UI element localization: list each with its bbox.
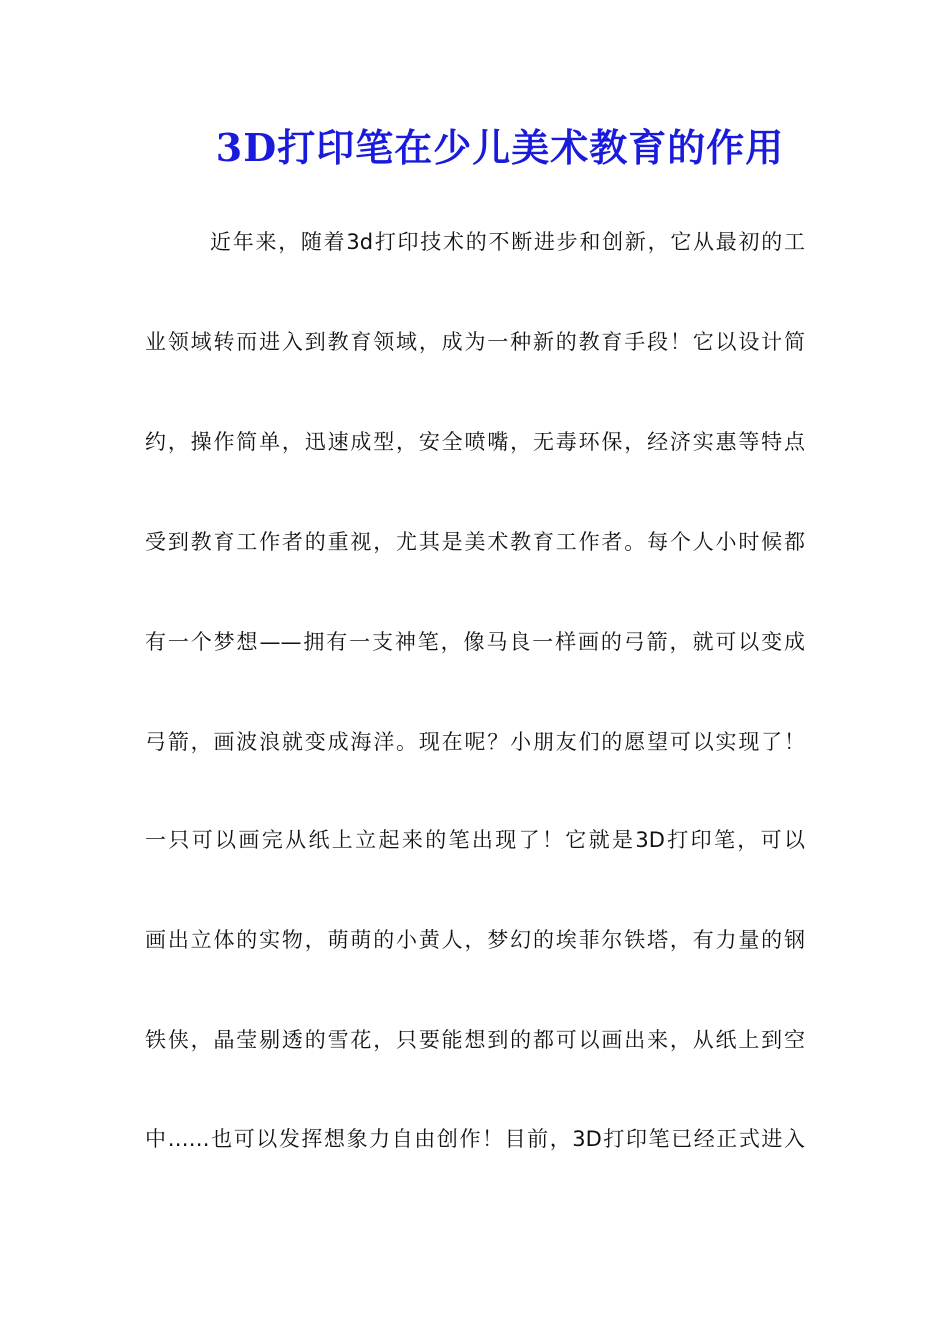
paragraph-line-10: 中……也可以发挥想象力自由创作！目前，3D打印笔已经正式进入 xyxy=(145,1127,805,1151)
paragraph-line-2: 业领域转而进入到教育领域，成为一种新的教育手段！它以设计简 xyxy=(145,330,805,354)
document-title: 3D打印笔在少儿美术教育的作用 xyxy=(215,125,785,170)
paragraph-line-7: 一只可以画完从纸上立起来的笔出现了！它就是3D打印笔，可以 xyxy=(145,828,805,852)
paragraph-line-4: 受到教育工作者的重视，尤其是美术教育工作者。每个人小时候都 xyxy=(145,530,805,554)
paragraph-line-5: 有一个梦想——拥有一支神笔，像马良一样画的弓箭，就可以变成 xyxy=(145,630,805,654)
paragraph-line-8: 画出立体的实物，萌萌的小黄人，梦幻的埃菲尔铁塔，有力量的钢 xyxy=(145,928,805,952)
paragraph-line-9: 铁侠，晶莹剔透的雪花，只要能想到的都可以画出来，从纸上到空 xyxy=(145,1028,805,1052)
paragraph-line-3: 约，操作简单，迅速成型，安全喷嘴，无毒环保，经济实惠等特点 xyxy=(145,430,805,454)
paragraph-line-6: 弓箭，画波浪就变成海洋。现在呢？小朋友们的愿望可以实现了！ xyxy=(145,730,805,754)
paragraph-line-1: 近年来，随着3d打印技术的不断进步和创新，它从最初的工 xyxy=(210,230,805,254)
